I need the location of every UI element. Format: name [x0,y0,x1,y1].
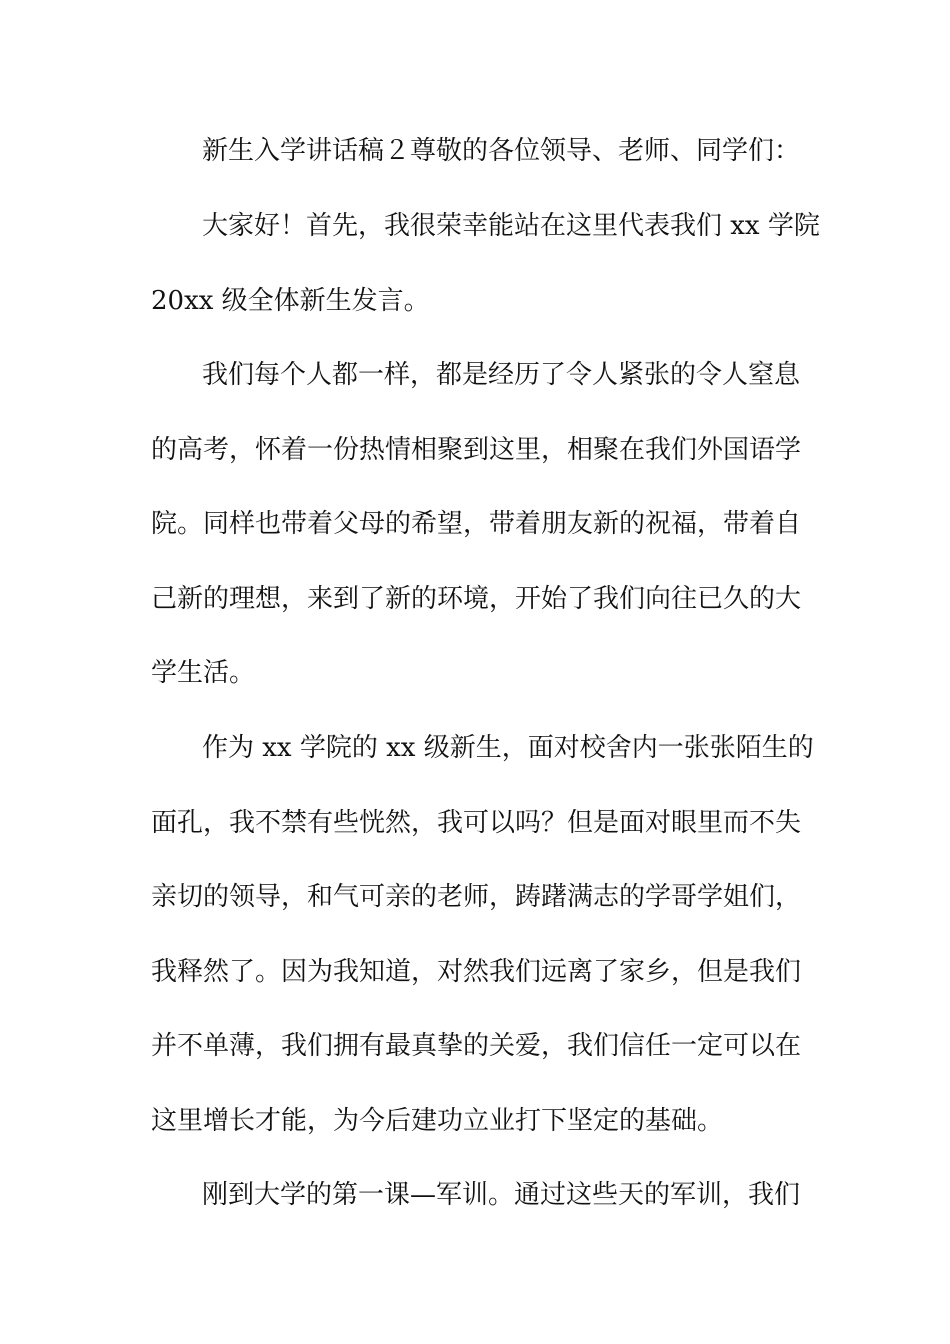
text-line: 我释然了。因为我知道，对然我们远离了家乡，但是我们 [151,957,802,987]
text-line: 这里增长才能，为今后建功立业打下坚定的基础。 [151,1106,724,1136]
text-line: 作为 xx 学院的 xx 级新生，面对校舍内一张张陌生的 [202,733,814,763]
text-line: 学生活。 [151,658,256,688]
text-line: 我们每个人都一样，都是经历了令人紧张的令人窒息 [202,360,801,390]
text-line: 新生入学讲话稿２尊敬的各位领导、老师、同学们： [202,136,801,166]
text-line: 大家好！首先，我很荣幸能站在这里代表我们 xx 学院 [202,211,820,241]
text-line: 亲切的领导，和气可亲的老师，踌躇满志的学哥学姐们， [151,882,802,912]
text-line: 20xx 级全体新生发言。 [151,286,430,316]
text-line: 院。同样也带着父母的希望，带着朋友新的祝福，带着自 [151,509,802,539]
text-line: 的高考，怀着一份热情相聚到这里，相聚在我们外国语学 [151,435,802,465]
text-line: 己新的理想，来到了新的环境，开始了我们向往已久的大 [151,584,802,614]
text-line: 并不单薄，我们拥有最真挚的关爱，我们信任一定可以在 [151,1031,802,1061]
text-line: 面孔，我不禁有些恍然，我可以吗？但是面对眼里而不失 [151,808,802,838]
text-line: 刚到大学的第一课—军训。通过这些天的军训，我们 [202,1180,801,1210]
